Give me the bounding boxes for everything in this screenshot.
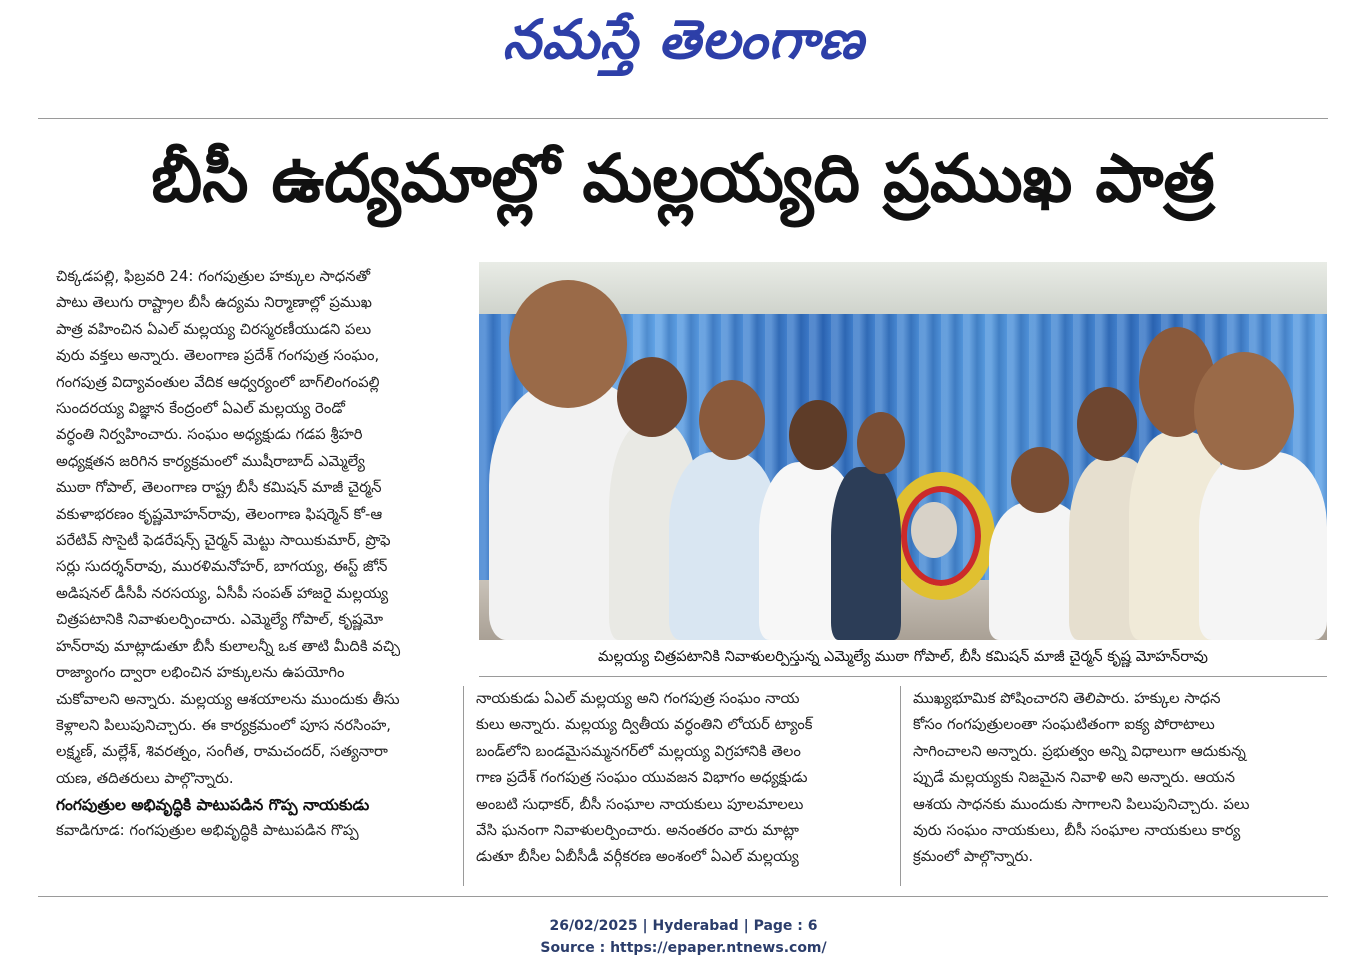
body-line: నాయకుడు ఏఎల్ మల్లయ్య అని గంగపుత్ర సంఘం నాయ	[476, 690, 800, 707]
body-line: సాగించాలని అన్నారు. ప్రభుత్వం అన్ని విధాలుగా ఆదుకున్న	[913, 742, 1246, 760]
masthead-logo: నమస్తే తెలంగాణ	[502, 8, 865, 71]
portrait-icon	[911, 502, 957, 558]
body-line: చుకోవాలని అన్నారు. మల్లయ్య ఆశయాలను ముందుకు తీసు	[56, 690, 400, 708]
article-column-1	[56, 264, 449, 845]
body-line: ఆశయ సాధనకు ముందుకు సాగాలని పిలుపునిచ్చారు. పలు	[913, 795, 1250, 813]
body-line: గంగపుత్ర విద్యావంతుల వేదిక ఆధ్వర్యంలో బాగ్‌లింగంపల్లి	[56, 373, 380, 391]
body-line: వురు వక్తలు అన్నారు. తెలంగాణ ప్రదేశ్ గంగపుత్ర సంఘం,	[56, 347, 380, 365]
column-divider	[463, 686, 464, 886]
article-column-3	[913, 686, 1326, 871]
person-head	[1194, 352, 1294, 470]
event-photo	[479, 262, 1327, 640]
body-line: బండ్‌లోని బండమైసమ్మనగర్‌లో మల్లయ్య విగ్రహానికి తెలం	[476, 742, 801, 760]
person-figure	[1199, 452, 1327, 640]
person-head	[699, 380, 765, 460]
caption-divider	[479, 676, 1327, 677]
person-head	[509, 280, 627, 408]
body-line: అంబటి సుధాకర్, బీసీ సంఘాల నాయకులు పూలమాలలు	[476, 795, 804, 813]
body-line: ముఠా గోపాల్, తెలంగాణ రాష్ట్ర బీసీ కమిషన్ మాజీ చైర్మన్	[56, 479, 382, 497]
body-line: ముఖ్యభూమిక పోషించారని తెలిపారు. హక్కుల సాధన	[913, 690, 1221, 707]
person-figure	[831, 467, 901, 640]
body-line: గాణ ప్రదేశ్ గంగపుత్ర సంఘం యువజన విభాగం అధ్యక్షుడు	[476, 769, 808, 787]
person-head	[789, 400, 847, 470]
body-line: వేసి ఘనంగా నివాళులర్పించారు. అనంతరం వారు మాట్లా	[476, 822, 799, 840]
body-line: డుతూ బీసీల ఏబీసీడీ వర్గీకరణ అంశంలో ఏఎల్ మల్లయ్య	[476, 848, 799, 866]
body-line: యణ, తదితరులు పాల్గొన్నారు.	[56, 769, 234, 787]
body-line: చిక్కడపల్లి, ఫిబ్రవరి 24: గంగపుత్రుల హక్కుల సాధనతో	[56, 268, 371, 285]
photo-caption: మల్లయ్య చిత్రపటానికి నివాళులర్పిస్తున్న ఎమ్మెల్యే ముఠా గోపాల్, బీసీ కమిషన్ మాజీ చైర్మన్ కృష్ణ మోహన్‌రావు	[598, 648, 1208, 665]
person-head	[1077, 387, 1137, 461]
body-line: అధ్యక్షతన జరిగిన కార్యక్రమంలో ముషీరాబాద్ ఎమ్మెల్యే	[56, 452, 365, 470]
body-line: హన్‌రావు మాట్లాడుతూ బీసీ కులాలన్నీ ఒక తాటి మీదికి వచ్చి	[56, 637, 401, 655]
column-divider	[900, 686, 901, 886]
footer-date-edition: 26/02/2025 | Hyderabad | Page : 6	[549, 918, 818, 934]
sub-headline: గంగపుత్రుల అభివృద్ధికి పాటుపడిన గొప్ప నాయకుడు	[56, 796, 370, 815]
footer-source-link[interactable]: Source : https://epaper.ntnews.com/	[540, 940, 827, 956]
body-line: క్రమంలో పాల్గొన్నారు.	[913, 848, 1034, 866]
person-head	[617, 357, 687, 437]
body-line: లక్ష్మణ్, మల్లేశ్, శివరత్నం, సంగీత, రామచందర్, సత్యనారా	[56, 743, 388, 761]
body-line: కవాడిగూడ: గంగపుత్రుల అభివృద్ధికి పాటుపడిన గొప్ప	[56, 822, 359, 840]
body-line: అడిషనల్ డీసీపీ నరసయ్య, ఏసీపీ సంపత్ హాజరై మల్లయ్య	[56, 584, 389, 602]
body-line: పాత్ర వహించిన ఏఎల్ మల్లయ్య చిరస్మరణీయుడని పలు	[56, 320, 372, 338]
article-column-2	[476, 686, 886, 871]
body-line: పరేటివ్ సొసైటీ ఫెడరేషన్స్ చైర్మన్ మెట్టు సాయికుమార్, ప్రొఫె	[56, 532, 391, 550]
body-line: పాటు తెలుగు రాష్ట్రాల బీసీ ఉద్యమ నిర్మాణాల్లో ప్రముఖ	[56, 294, 372, 312]
body-line: సుందరయ్య విజ్ఞాన కేంద్రంలో ఏఎల్ మల్లయ్య రెండో	[56, 400, 345, 418]
body-line: చిత్రపటానికి నివాళులర్పించారు. ఎమ్మెల్యే గోపాల్, కృష్ణమో	[56, 611, 384, 629]
article-headline: బీసీ ఉద్యమాల్లో మల్లయ్యది ప్రముఖ పాత్ర	[151, 140, 1215, 217]
bottom-divider	[38, 896, 1328, 897]
body-line: రాజ్యాంగం ద్వారా లభించిన హక్కులను ఉపయోగిం	[56, 664, 345, 682]
body-line: ప్పుడే మల్లయ్యకు నిజమైన నివాళి అని అన్నారు. ఆయన	[913, 769, 1236, 787]
person-head	[1011, 447, 1069, 513]
body-line: వురు సంఘం నాయకులు, బీసీ సంఘాల నాయకులు కార్య	[913, 822, 1241, 840]
body-line: వర్ధంతి నిర్వహించారు. సంఘం అధ్యక్షుడు గడప శ్రీహరి	[56, 426, 363, 444]
body-line: కెళ్లాలని పిలుపునిచ్చారు. ఈ కార్యక్రమంలో పూస నరసింహ,	[56, 716, 391, 734]
body-line: కులు అన్నారు. మల్లయ్య ద్వితీయ వర్ధంతిని లోయర్ ట్యాంక్	[476, 716, 813, 734]
person-head	[857, 412, 905, 474]
top-divider	[38, 118, 1328, 119]
body-line: వకుళాభరణం కృష్ణమోహన్‌రావు, తెలంగాణ ఫిషర్మెన్ కో-ఆ	[56, 505, 383, 523]
body-line: సర్లు సుదర్శన్‌రావు, మురళిమనోహర్, బాగయ్య, ఈస్ట్ జోన్	[56, 558, 388, 576]
body-line: కోసం గంగపుత్రులంతా సంఘటితంగా ఐక్య పోరాటాలు	[913, 716, 1215, 734]
